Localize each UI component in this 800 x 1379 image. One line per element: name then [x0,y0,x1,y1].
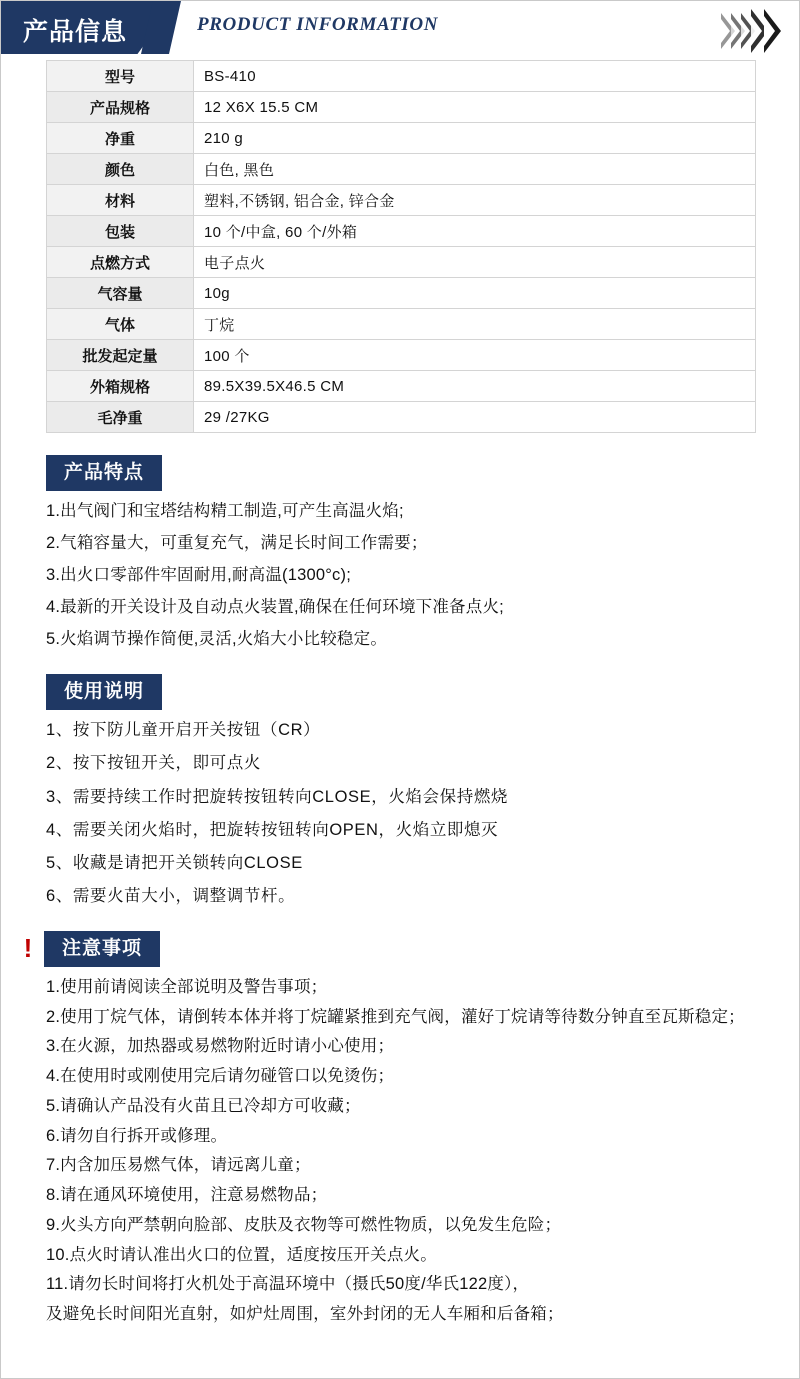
spec-key: 点燃方式 [47,247,194,278]
list-item: 6、需要火苗大小，调整调节杆。 [46,886,296,905]
list-item: 4、需要关闭火焰时，把旋转按钮转向OPEN，火焰立即熄灭 [46,820,499,839]
spec-value: 塑料,不锈钢, 铝合金, 锌合金 [194,185,756,216]
specification-table-wrapper [46,60,754,433]
spec-value: 210 g [194,123,756,154]
table-row [47,185,756,216]
list-item: 4.最新的开关设计及自动点火装置,确保在任何环境下准备点火; [46,598,504,617]
spec-key: 批发起定量 [47,340,194,371]
list-item: 2、按下按钮开关，即可点火 [46,754,261,773]
list-item: 5.火焰调节操作简便,灵活,火焰大小比较稳定。 [46,630,388,649]
section-heading-features: 产品特点 [46,455,162,491]
table-row [47,92,756,123]
table-row [47,371,756,402]
list-item: 6.请勿自行拆开或修理。 [46,1126,228,1145]
spec-value: 100 个 [194,340,756,371]
notes-list [46,975,754,1327]
list-item: 1.出气阀门和宝塔结构精工制造,可产生高温火焰; [46,502,404,520]
list-item: 3、需要持续工作时把旋转按钮转向CLOSE，火焰会保持燃烧 [46,787,509,806]
spec-key: 包装 [47,216,194,247]
section-heading-usage: 使用说明 [46,674,162,710]
page-title-cn: 产品信息 [23,18,128,46]
usage-heading-row [46,674,799,710]
features-list [46,499,754,652]
spec-value: 电子点火 [194,247,756,278]
table-row [47,340,756,371]
specification-table [46,60,756,433]
list-item: 2.使用丁烷气体，请倒转本体并将丁烷罐紧推到充气阀，灌好丁烷请等待数分钟直至瓦斯稳定； [46,1007,745,1026]
spec-value: BS-410 [194,61,756,92]
list-item: 3.出火口零部件牢固耐用,耐高温(1300°c); [46,566,351,585]
exclamation-mark-icon: ! [23,932,33,963]
usage-list [46,718,754,908]
spec-key: 外箱规格 [47,371,194,402]
page-title-en: PRODUCT INFORMATION [197,14,439,35]
spec-key: 产品规格 [47,92,194,123]
list-item: 2.气箱容量大，可重复充气，满足长时间工作需要； [46,534,428,553]
list-item: 8.请在通风环境使用，注意易燃物品； [46,1186,328,1205]
list-item: 1.使用前请阅读全部说明及警告事项； [46,977,328,996]
spec-key: 净重 [47,123,194,154]
section-heading-notes: 注意事项 [44,931,160,967]
double-chevron-right-icon [725,9,781,53]
spec-value: 白色, 黑色 [194,154,756,185]
table-row [47,123,756,154]
spec-value: 丁烷 [194,309,756,340]
list-item: 1、按下防儿童开启开关按钮（CR） [46,721,321,740]
list-item: 11.请勿长时间将打火机处于高温环境中（摄氏50度/华氏122度）， [46,1275,530,1294]
list-item: 5、收藏是请把开关锁转向CLOSE [46,853,303,872]
chevron-right-icon [764,9,781,53]
spec-key: 气容量 [47,278,194,309]
spec-key: 气体 [47,309,194,340]
spec-value: 12 X6X 15.5 CM [194,92,756,123]
list-item: 7.内含加压易燃气体，请远离儿童； [46,1156,311,1175]
table-row [47,154,756,185]
table-row [47,278,756,309]
list-item: 5.请确认产品没有火苗且已冷却方可收藏； [46,1096,361,1115]
list-item: 4.在使用时或刚使用完后请勿碰管口以免烫伤； [46,1067,395,1086]
spec-value: 29 /27KG [194,402,756,433]
list-item: 3.在火源，加热器或易燃物附近时请小心使用； [46,1037,395,1056]
spec-value: 10g [194,278,756,309]
table-row [47,247,756,278]
spec-value: 89.5X39.5X46.5 CM [194,371,756,402]
spec-value: 10 个/中盒, 60 个/外箱 [194,216,756,247]
notes-heading-row [23,931,799,967]
list-item: 9.火头方向严禁朝向脸部、皮肤及衣物等可燃性物质，以免发生危险； [46,1215,562,1234]
spec-key: 颜色 [47,154,194,185]
spec-key: 材料 [47,185,194,216]
list-item: 及避免长时间阳光直射，如炉灶周围，室外封闭的无人车厢和后备箱； [46,1305,564,1324]
table-row [47,309,756,340]
table-row [47,61,756,92]
features-heading-row [46,455,799,491]
spec-key: 毛净重 [47,402,194,433]
spec-key: 型号 [47,61,194,92]
page-header [1,1,799,54]
table-row [47,402,756,433]
table-row [47,216,756,247]
list-item: 10.点火时请认准出火口的位置，适度按压开关点火。 [46,1245,437,1264]
